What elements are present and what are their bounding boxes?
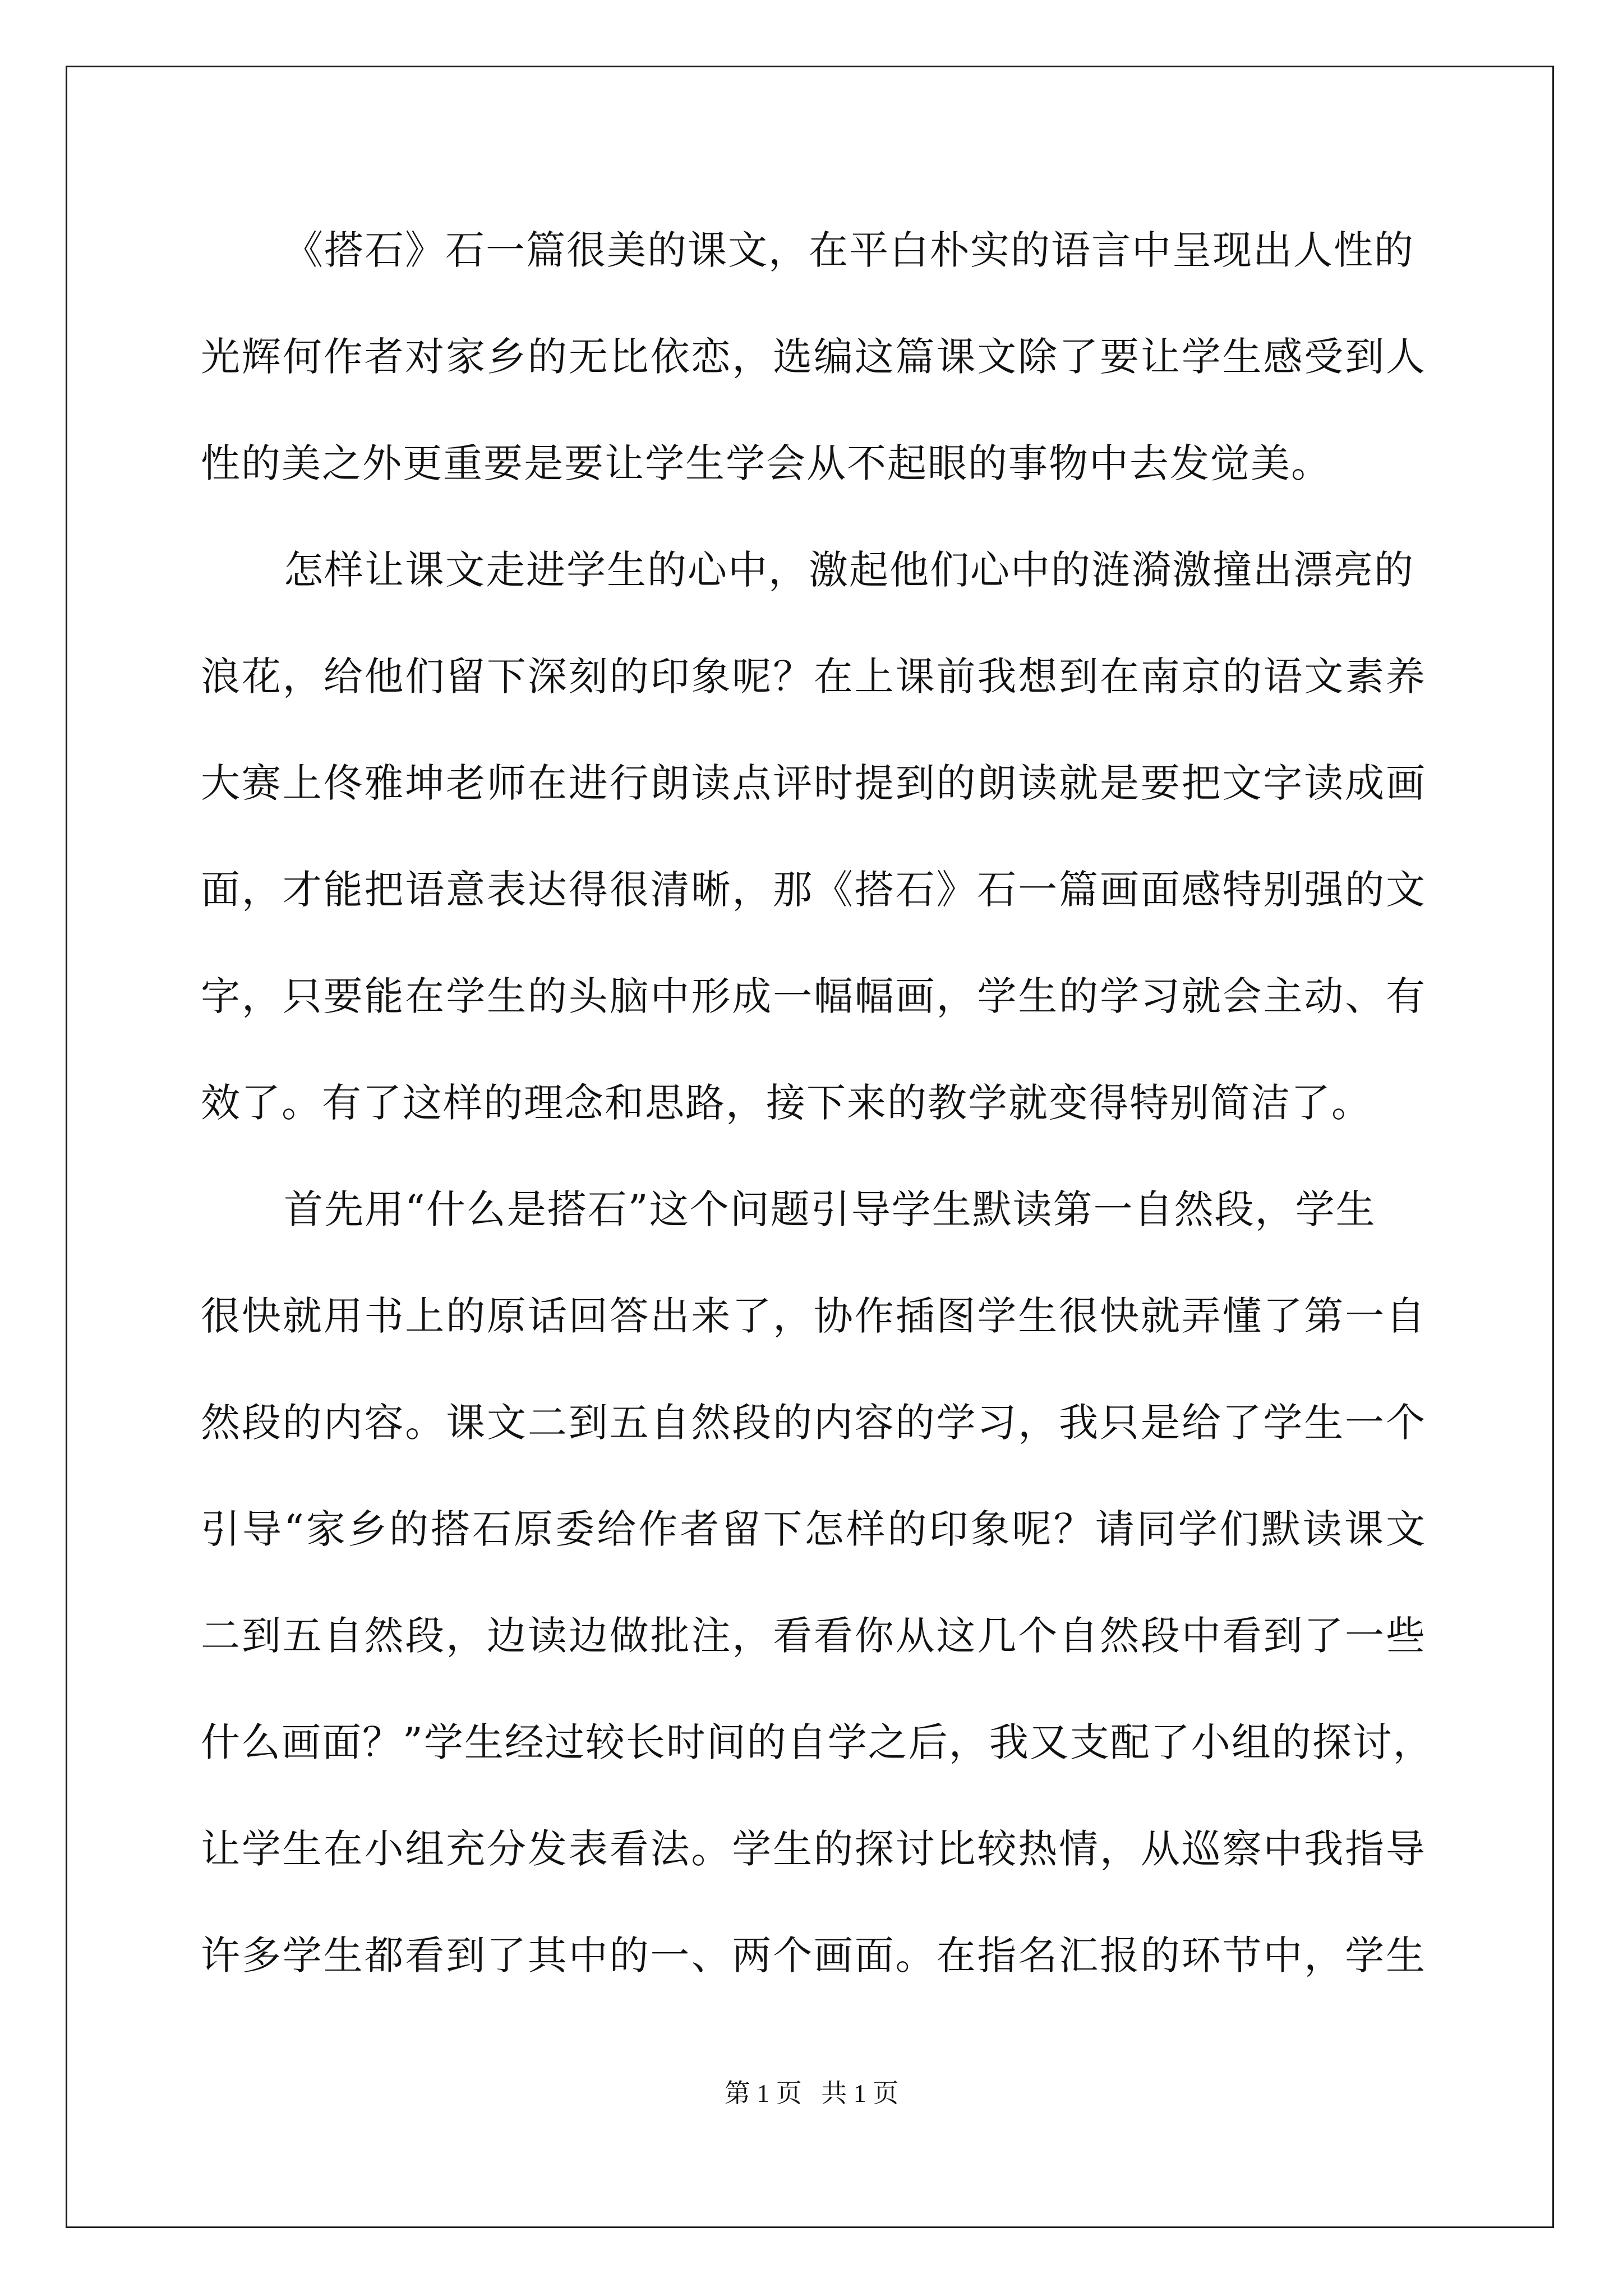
document-body xyxy=(201,214,1433,2026)
text-line: 字，只要能在学生的头脑中形成一幅幅画，学生的学习就会主动、有 xyxy=(201,973,1426,1019)
text-line: 二到五自然段，边读边做批注，看看你从这几个自然段中看到了一些 xyxy=(201,1613,1426,1659)
text-line: 引导“家乡的搭石原委给作者留下怎样的印象呢？请同学们默读课文 xyxy=(201,1506,1426,1552)
text-line: 然段的内容。课文二到五自然段的内容的学习，我只是给了学生一个 xyxy=(201,1400,1426,1446)
text-line: 光辉何作者对家乡的无比依恋，选编这篇课文除了要让学生感受到人 xyxy=(201,334,1426,380)
text-line: 《搭石》石一篇很美的课文，在平白朴实的语言中呈现出人性的 xyxy=(284,227,1414,273)
text-line: 怎样让课文走进学生的心中，激起他们心中的涟漪激撞出漂亮的 xyxy=(284,547,1414,593)
text-line: 什么画面？”学生经过较长时间的自学之后，我又支配了小组的探讨， xyxy=(201,1719,1433,1765)
text-line: 性的美之外更重要是要让学生学会从不起眼的事物中去发觉美。 xyxy=(201,440,1331,486)
text-line: 很快就用书上的原话回答出来了，协作插图学生很快就弄懂了第一自 xyxy=(201,1293,1426,1339)
page-number-footer: 第 1 页 共 1 页 xyxy=(724,2079,899,2108)
text-line: 面，才能把语意表达得很清晰，那《搭石》石一篇画面感特别强的文 xyxy=(201,867,1426,913)
text-line: 效了。有了这样的理念和思路，接下来的教学就变得特别简洁了。 xyxy=(201,1080,1372,1126)
text-line: 让学生在小组充分发表看法。学生的探讨比较热情，从巡察中我指导 xyxy=(201,1826,1426,1872)
text-line: 大赛上佟雅坤老师在进行朗读点评时提到的朗读就是要把文字读成画 xyxy=(201,760,1426,806)
text-line: 许多学生都看到了其中的一、两个画面。在指名汇报的环节中，学生 xyxy=(201,1932,1426,1978)
text-line: 首先用“什么是搭石”这个问题引导学生默读第一自然段，学生 xyxy=(284,1186,1376,1232)
text-line: 浪花，给他们留下深刻的印象呢？在上课前我想到在南京的语文素养 xyxy=(201,654,1426,700)
